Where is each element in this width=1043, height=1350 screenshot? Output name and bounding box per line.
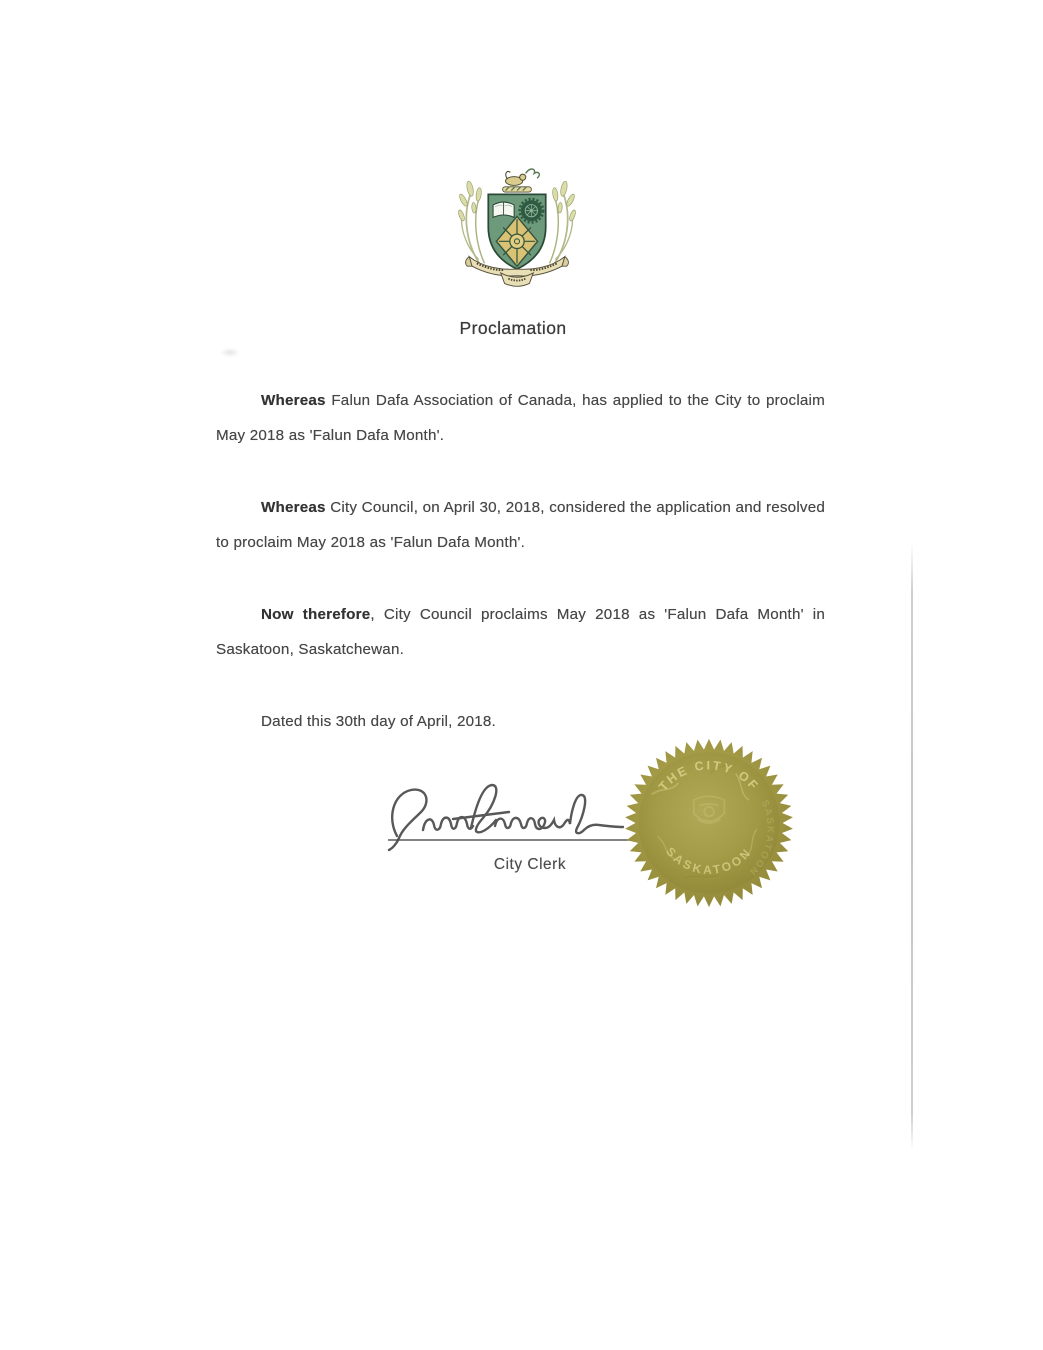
document-title: Proclamation xyxy=(459,318,567,338)
paragraph-3-line-1 xyxy=(216,597,825,632)
paragraph-3-lead: Now therefore xyxy=(261,606,371,623)
paragraph-2-line-1 xyxy=(216,490,825,525)
paragraph-1-rest: Falun Dafa Association of Canada, has applied to the City to proclaim xyxy=(325,392,825,409)
wheat-left-decoration xyxy=(457,181,484,266)
scan-smudge-artifact xyxy=(220,348,240,357)
gold-city-seal xyxy=(623,737,795,909)
crest-top-ornament xyxy=(503,169,540,192)
paragraph-2-lead: Whereas xyxy=(261,499,326,516)
scan-edge-artifact xyxy=(911,543,913,1150)
seal-text-outer-ring: SASKATOON xyxy=(745,798,776,879)
paragraph-3-rest: , City Council proclaims May 2018 as 'Falun Dafa Month' in xyxy=(370,606,825,623)
paragraph-2-rest: City Council, on April 30, 2018, considered the application and resolved xyxy=(325,499,825,516)
dated-line: Dated this 30th day of April, 2018. xyxy=(261,713,496,730)
wheat-right-decoration xyxy=(550,181,577,266)
paragraph-1-line-2: May 2018 as 'Falun Dafa Month'. xyxy=(216,427,445,444)
paragraph-1-line-1 xyxy=(216,383,825,418)
open-book-emblem xyxy=(493,202,514,217)
signature-role-label: City Clerk xyxy=(493,856,567,873)
paragraph-1-lead: Whereas xyxy=(261,392,326,409)
paragraph-2-line-2: to proclaim May 2018 as 'Falun Dafa Month'. xyxy=(216,534,526,551)
city-coat-of-arms xyxy=(450,158,584,294)
paragraph-3-line-2: Saskatoon, Saskatchewan. xyxy=(216,641,405,658)
seal-text-bottom: SASKATOON xyxy=(663,844,755,877)
city-clerk-signature xyxy=(383,772,643,867)
seal-text-top: THE CITY OF xyxy=(656,758,762,794)
